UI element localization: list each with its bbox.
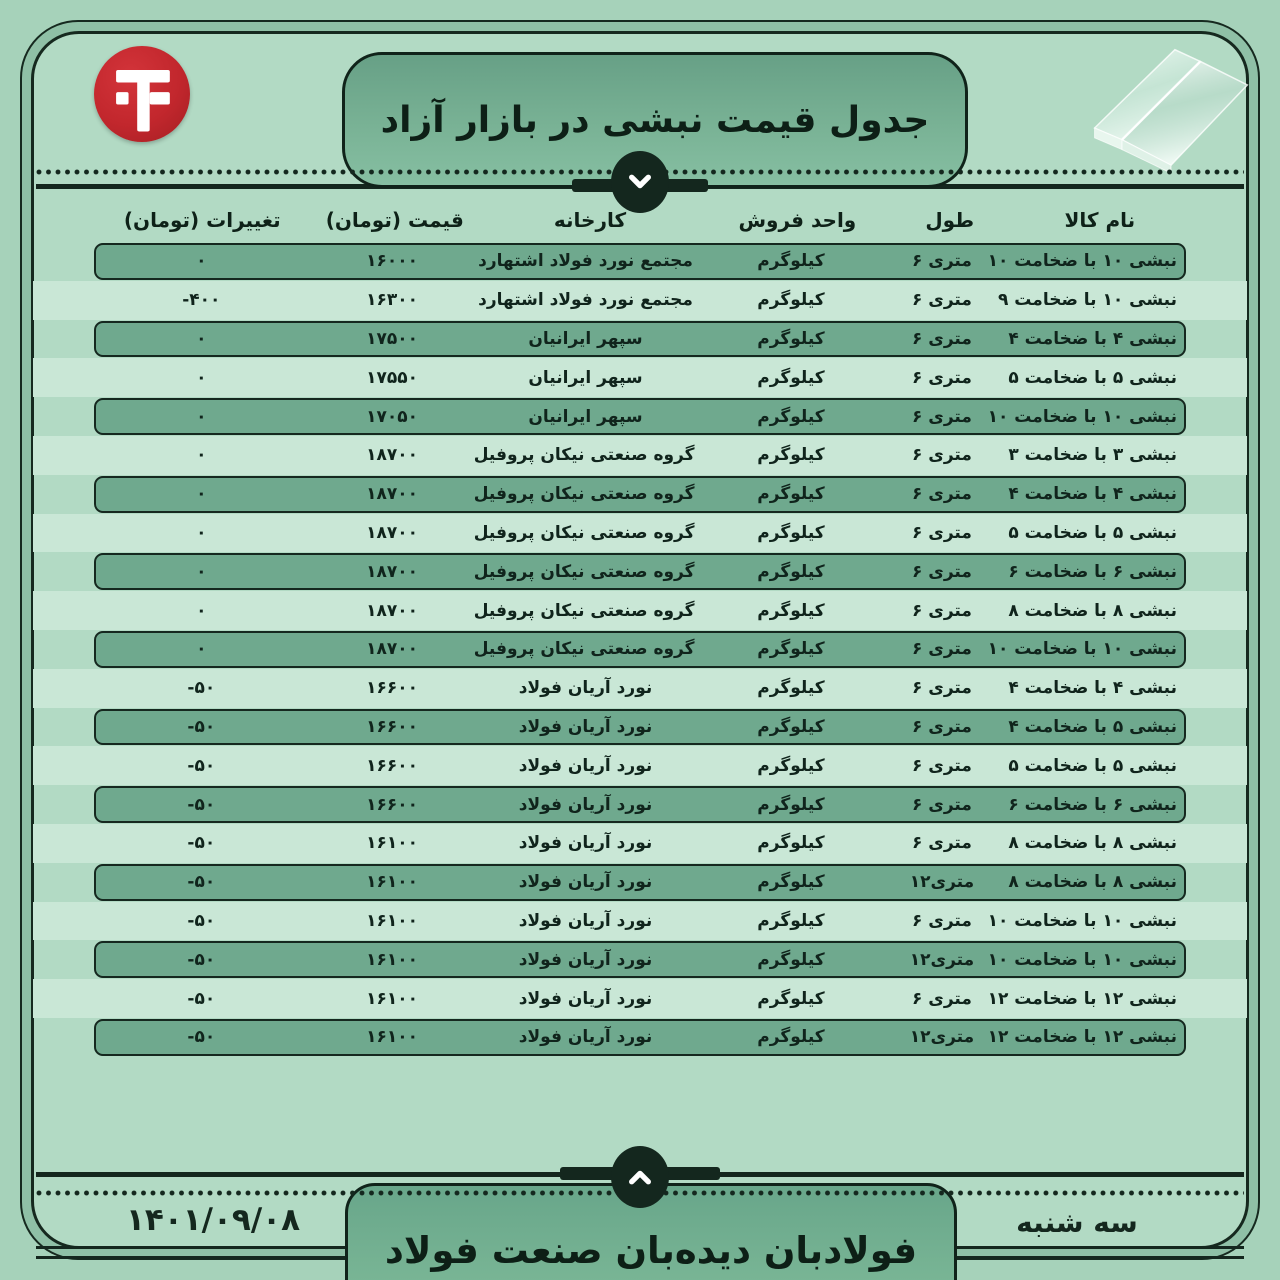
cell-price: ۱۶۶۰۰: [366, 794, 418, 815]
cell-product-name: نبشی ۱۰ با ضخامت ۱۰: [987, 251, 1177, 272]
cell-length: متری ۶: [911, 678, 972, 699]
cell-unit: کیلوگرم: [757, 833, 825, 854]
cell-change: ۰: [196, 639, 207, 660]
cell-factory: نورد آریان فولاد: [518, 833, 653, 854]
cell-factory: نورد آریان فولاد: [518, 716, 653, 737]
cell-price: ۱۷۰۵۰: [366, 406, 418, 427]
cell-change: -۵۰: [187, 678, 216, 699]
cell-change: -۵۰: [187, 872, 216, 893]
table-row: [33, 940, 1247, 979]
cell-price: ۱۸۷۰۰: [366, 561, 418, 582]
cell-length: متری ۶: [911, 794, 972, 815]
table-row: [33, 552, 1247, 591]
cell-length: متری۱۲: [909, 949, 975, 970]
cell-product-name: نبشی ۵ با ضخامت ۵: [1008, 522, 1177, 543]
table-row: [33, 591, 1247, 630]
logo-glyph: [94, 46, 190, 142]
cell-change: ۰: [196, 406, 207, 427]
cell-unit: کیلوگرم: [757, 445, 825, 466]
table-row: [33, 863, 1247, 902]
table-row: [33, 242, 1247, 281]
cell-factory: نورد آریان فولاد: [518, 1027, 653, 1048]
cell-product-name: نبشی ۱۰ با ضخامت ۹: [997, 290, 1177, 311]
cell-factory: نورد آریان فولاد: [518, 872, 653, 893]
cell-unit: کیلوگرم: [757, 716, 825, 737]
cell-change: ۰: [196, 522, 207, 543]
cell-change: -۴۰۰: [182, 290, 221, 311]
cell-length: متری ۶: [911, 988, 972, 1009]
col-header-change: تغییرات (تومان): [123, 208, 281, 232]
col-header-price: قیمت (تومان): [325, 208, 464, 232]
cell-price: ۱۶۱۰۰: [366, 1027, 418, 1048]
cell-product-name: نبشی ۴ با ضخامت ۴: [1008, 678, 1177, 699]
table-row: [33, 397, 1247, 436]
cell-product-name: نبشی ۶ با ضخامت ۶: [1008, 561, 1177, 582]
cell-factory: گروه صنعتی نیکان پروفیل: [473, 600, 695, 621]
cell-unit: کیلوگرم: [757, 561, 825, 582]
cell-unit: کیلوگرم: [757, 522, 825, 543]
col-header-length: طول: [925, 208, 975, 232]
cell-unit: کیلوگرم: [757, 367, 825, 388]
cell-length: متری ۶: [911, 445, 972, 466]
cell-price: ۱۶۱۰۰: [366, 872, 418, 893]
cell-length: متری ۶: [911, 406, 972, 427]
cell-product-name: نبشی ۶ با ضخامت ۶: [1008, 794, 1177, 815]
cell-length: متری ۶: [911, 561, 972, 582]
table-row: [33, 708, 1247, 747]
cell-unit: کیلوگرم: [757, 755, 825, 776]
cell-price: ۱۸۷۰۰: [366, 484, 418, 505]
cell-unit: کیلوگرم: [757, 484, 825, 505]
chevron-up-icon: [611, 1146, 669, 1208]
cell-price: ۱۶۱۰۰: [366, 910, 418, 931]
cell-product-name: نبشی ۱۰ با ضخامت ۱۰: [987, 910, 1177, 931]
table-row: [33, 436, 1247, 475]
table-row: [33, 746, 1247, 785]
cell-length: متری۱۲: [909, 1027, 975, 1048]
cell-price: ۱۶۱۰۰: [366, 988, 418, 1009]
cell-product-name: نبشی ۳ با ضخامت ۳: [1008, 445, 1177, 466]
cell-factory: نورد آریان فولاد: [518, 755, 653, 776]
cell-factory: گروه صنعتی نیکان پروفیل: [473, 561, 695, 582]
chevron-down-icon: [611, 151, 669, 213]
cell-factory: نورد آریان فولاد: [518, 949, 653, 970]
page-title: جدول قیمت نبشی در بازار آزاد: [380, 99, 930, 141]
cell-product-name: نبشی ۸ با ضخامت ۸: [1008, 872, 1177, 893]
cell-price: ۱۶۱۰۰: [366, 949, 418, 970]
table-row: [33, 1018, 1247, 1057]
cell-unit: کیلوگرم: [757, 1027, 825, 1048]
cell-price: ۱۶۰۰۰: [366, 251, 418, 272]
cell-change: -۵۰: [187, 755, 216, 776]
cell-factory: نورد آریان فولاد: [518, 910, 653, 931]
cell-factory: گروه صنعتی نیکان پروفیل: [473, 445, 695, 466]
cell-price: ۱۸۷۰۰: [366, 522, 418, 543]
cell-factory: گروه صنعتی نیکان پروفیل: [473, 484, 695, 505]
cell-change: -۵۰: [187, 794, 216, 815]
foolad-ban-logo: [94, 46, 190, 142]
cell-product-name: نبشی ۵ با ضخامت ۴: [1008, 716, 1177, 737]
cell-length: متری ۶: [911, 833, 972, 854]
table-row: [33, 785, 1247, 824]
cell-product-name: نبشی ۸ با ضخامت ۸: [1008, 833, 1177, 854]
cell-price: ۱۶۱۰۰: [366, 833, 418, 854]
cell-change: -۵۰: [187, 833, 216, 854]
cell-factory: نورد آریان فولاد: [518, 678, 653, 699]
cell-length: متری ۶: [911, 484, 972, 505]
cell-change: -۵۰: [187, 988, 216, 1009]
cell-product-name: نبشی ۱۰ با ضخامت ۱۰: [987, 639, 1177, 660]
cell-unit: کیلوگرم: [757, 600, 825, 621]
col-header-unit: واحد فروش: [738, 208, 857, 232]
cell-length: متری ۶: [911, 910, 972, 931]
cell-length: متری ۶: [911, 290, 972, 311]
cell-factory: سپهر ایرانیان: [528, 367, 643, 388]
cell-unit: کیلوگرم: [757, 910, 825, 931]
cell-length: متری ۶: [911, 600, 972, 621]
cell-factory: نورد آریان فولاد: [518, 794, 653, 815]
cell-product-name: نبشی ۴ با ضخامت ۴: [1008, 484, 1177, 505]
cell-length: متری ۶: [911, 716, 972, 737]
cell-product-name: نبشی ۴ با ضخامت ۴: [1008, 328, 1177, 349]
cell-unit: کیلوگرم: [757, 872, 825, 893]
table-row: [33, 358, 1247, 397]
cell-change: ۰: [196, 328, 207, 349]
date-label: ۱۴۰۱/۰۹/۰۸: [125, 1202, 300, 1238]
cell-price: ۱۷۵۵۰: [366, 367, 418, 388]
table-row: [33, 979, 1247, 1018]
col-header-factory: کارخانه: [553, 208, 627, 232]
cell-price: ۱۷۵۰۰: [366, 328, 418, 349]
cell-factory: مجتمع نورد فولاد اشتهارد: [478, 290, 693, 311]
table-row: [33, 669, 1247, 708]
cell-price: ۱۶۶۰۰: [366, 755, 418, 776]
cell-length: متری ۶: [911, 367, 972, 388]
cell-product-name: نبشی ۱۲ با ضخامت ۱۲: [987, 1027, 1177, 1048]
cell-change: -۵۰: [187, 716, 216, 737]
cell-price: ۱۶۶۰۰: [366, 678, 418, 699]
cell-product-name: نبشی ۵ با ضخامت ۵: [1008, 367, 1177, 388]
cell-price: ۱۸۷۰۰: [366, 600, 418, 621]
cell-factory: گروه صنعتی نیکان پروفیل: [473, 522, 695, 543]
table-body: [33, 242, 1247, 1057]
cell-price: ۱۸۷۰۰: [366, 445, 418, 466]
cell-unit: کیلوگرم: [757, 251, 825, 272]
cell-product-name: نبشی ۵ با ضخامت ۵: [1008, 755, 1177, 776]
table-row: [33, 475, 1247, 514]
cell-factory: سپهر ایرانیان: [528, 406, 643, 427]
cell-factory: مجتمع نورد فولاد اشتهارد: [478, 251, 693, 272]
brand-title: فولادبان دیده‌بان صنعت فولاد: [384, 1228, 918, 1272]
cell-unit: کیلوگرم: [757, 678, 825, 699]
cell-length: متری ۶: [911, 522, 972, 543]
cell-product-name: نبشی ۱۰ با ضخامت ۱۰: [987, 949, 1177, 970]
cell-change: ۰: [196, 484, 207, 505]
cell-unit: کیلوگرم: [757, 406, 825, 427]
cell-factory: گروه صنعتی نیکان پروفیل: [473, 639, 695, 660]
cell-change: ۰: [196, 251, 207, 272]
angle-bar-icon: [1086, 34, 1254, 176]
cell-factory: سپهر ایرانیان: [528, 328, 643, 349]
cell-unit: کیلوگرم: [757, 988, 825, 1009]
weekday-label: سه شنبه: [1016, 1206, 1138, 1239]
cell-unit: کیلوگرم: [757, 794, 825, 815]
cell-change: ۰: [196, 561, 207, 582]
table-row: [33, 902, 1247, 941]
cell-unit: کیلوگرم: [757, 290, 825, 311]
cell-length: متری ۶: [911, 639, 972, 660]
cell-price: ۱۶۳۰۰: [366, 290, 418, 311]
cell-unit: کیلوگرم: [757, 328, 825, 349]
cell-change: -۵۰: [187, 910, 216, 931]
cell-price: ۱۸۷۰۰: [366, 639, 418, 660]
table-row: [33, 281, 1247, 320]
cell-product-name: نبشی ۱۰ با ضخامت ۱۰: [987, 406, 1177, 427]
cell-change: ۰: [196, 367, 207, 388]
cell-change: ۰: [196, 600, 207, 621]
cell-length: متری ۶: [911, 251, 972, 272]
table-row: [33, 514, 1247, 553]
cell-factory: نورد آریان فولاد: [518, 988, 653, 1009]
cell-length: متری ۶: [911, 755, 972, 776]
cell-unit: کیلوگرم: [757, 949, 825, 970]
table-row: [33, 824, 1247, 863]
cell-length: متری ۶: [911, 328, 972, 349]
table-row: [33, 630, 1247, 669]
cell-change: -۵۰: [187, 1027, 216, 1048]
cell-price: ۱۶۶۰۰: [366, 716, 418, 737]
cell-change: ۰: [196, 445, 207, 466]
cell-product-name: نبشی ۱۲ با ضخامت ۱۲: [987, 988, 1177, 1009]
cell-length: متری۱۲: [909, 872, 975, 893]
col-header-product-name: نام کالا: [1064, 208, 1136, 232]
cell-change: -۵۰: [187, 949, 216, 970]
table-row: [33, 320, 1247, 359]
cell-product-name: نبشی ۸ با ضخامت ۸: [1008, 600, 1177, 621]
cell-unit: کیلوگرم: [757, 639, 825, 660]
